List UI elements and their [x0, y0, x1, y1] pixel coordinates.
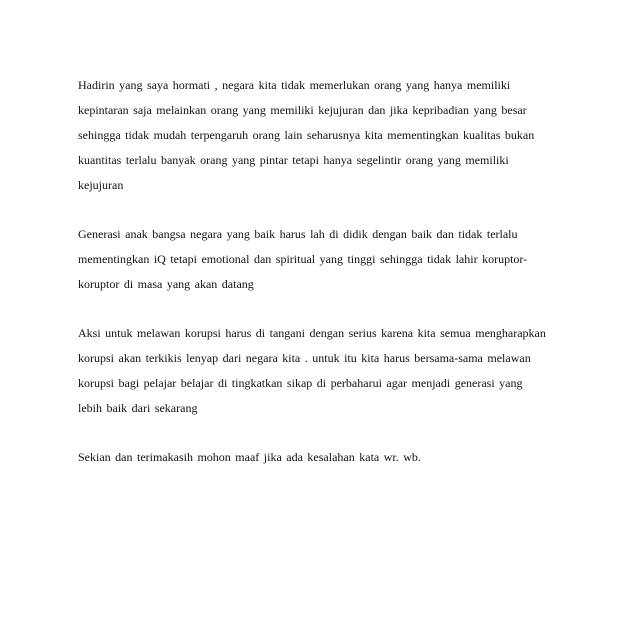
text-line: Hadirin yang saya hormati , negara kita tidak memerlukan orang yang hanya memiliki [78, 78, 511, 92]
text-line: mementingkan iQ tetapi emotional dan spiritual yang tinggi sehingga tidak lahir koruptor- [78, 252, 528, 266]
text-line: sehingga tidak mudah terpengaruh orang lain seharusnya kita mementingkan kualitas bukan [78, 128, 535, 142]
document-body [78, 73, 578, 494]
text-line: Sekian dan terimakasih mohon maaf jika ada kesalahan kata wr. wb. [78, 450, 421, 464]
paragraph-3 [78, 321, 578, 421]
text-line: Aksi untuk melawan korupsi harus di tangani dengan serius karena kita semua mengharapkan [78, 326, 546, 340]
text-line: korupsi bagi pelajar belajar di tingkatkan sikap di perbaharui agar menjadi generasi yang [78, 376, 523, 390]
text-line: kejujuran [78, 178, 124, 192]
text-line: kuantitas terlalu banyak orang yang pintar tetapi hanya segelintir orang yang memiliki [78, 153, 509, 167]
text-line: Generasi anak bangsa negara yang baik harus lah di didik dengan baik dan tidak terlalu [78, 227, 518, 241]
paragraph-4 [78, 445, 578, 470]
paragraph-2 [78, 222, 578, 297]
paragraph-1 [78, 73, 578, 198]
text-line: koruptor di masa yang akan datang [78, 277, 254, 291]
text-line: lebih baik dari sekarang [78, 401, 198, 415]
text-line: kepintaran saja melainkan orang yang memiliki kejujuran dan jika kepribadian yang besar [78, 103, 527, 117]
text-line: korupsi akan terkikis lenyap dari negara kita . untuk itu kita harus bersama-sama melawan [78, 351, 531, 365]
